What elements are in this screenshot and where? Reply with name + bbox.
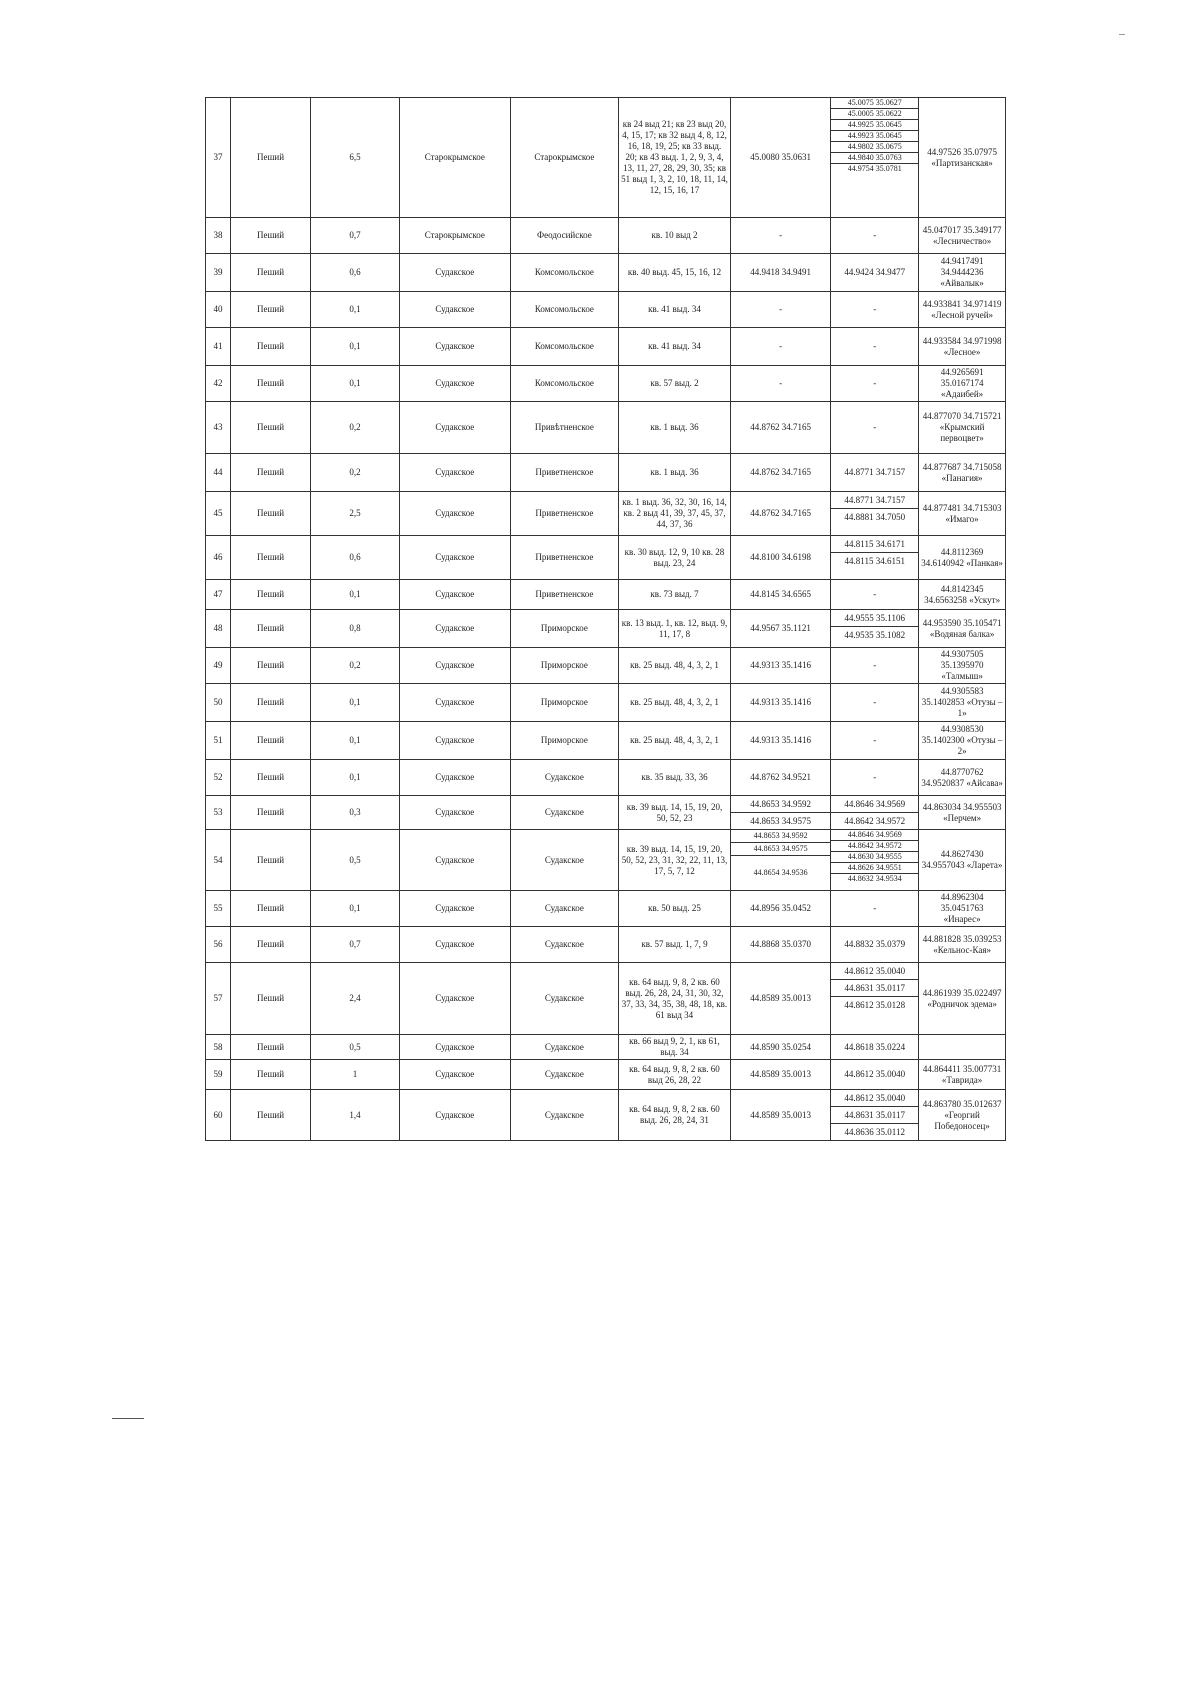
finish-coord: 44.8142345 34.6563258 «Ускут» [919, 580, 1006, 610]
finish-coord: 44.8112369 34.6140942 «Панкая» [919, 536, 1006, 580]
route-point: - [831, 648, 919, 684]
forestry-district: Судакское [399, 1060, 510, 1090]
forestry-district: Судакское [399, 580, 510, 610]
route-point: 44.8642 34.9572 [844, 816, 906, 826]
start-coord: 44.8145 34.6565 [730, 580, 830, 610]
finish-coord: 44.877687 34.715058 «Панагия» [919, 454, 1006, 492]
route-point: - [831, 328, 919, 366]
table-row [206, 292, 1006, 328]
municipality: Привѣтненское [510, 402, 618, 454]
trail-type: Пеший [231, 218, 311, 254]
trail-type: Пеший [231, 927, 311, 963]
row-number: 48 [206, 610, 231, 648]
route-points [831, 610, 919, 648]
finish-coord: 44.863780 35.012637 «Георгий Победоносец» [919, 1090, 1006, 1141]
start-coords [730, 796, 830, 830]
row-number: 56 [206, 927, 231, 963]
trail-type: Пеший [231, 454, 311, 492]
finish-coord: 44.877481 34.715303 «Имаго» [919, 492, 1006, 536]
municipality: Комсомольское [510, 292, 618, 328]
start-coord: 44.8956 35.0452 [730, 891, 830, 927]
forest-location: кв. 40 выд. 45, 15, 16, 12 [619, 254, 731, 292]
forest-location: кв 24 выд 21; кв 23 выд 20, 4, 15, 17; кв 32 выд 4, 8, 12, 16, 18, 19, 25; кв 33 выд. 20; кв 43 выд. 1, 2, 9, 3, 4, 13, 11, 27, 28, 29, 30, 35; кв 51 выд 1, 3, 2, 10, 18, 11, 14, 12, 15, 16, 17 [619, 98, 731, 218]
start-coord: - [730, 366, 830, 402]
trail-length: 0,1 [310, 891, 399, 927]
municipality: Судакское [510, 1060, 618, 1090]
start-coord: 44.8654 34.9536 [753, 868, 808, 877]
municipality: Судакское [510, 891, 618, 927]
row-number: 37 [206, 98, 231, 218]
finish-coord: 44.9308530 35.1402300 «Отузы – 2» [919, 722, 1006, 760]
municipality: Судакское [510, 1090, 618, 1141]
finish-coord: 44.863034 34.955503 «Перчем» [919, 796, 1006, 830]
row-number: 41 [206, 328, 231, 366]
route-point: - [831, 402, 919, 454]
route-point: - [831, 760, 919, 796]
municipality: Приморское [510, 684, 618, 722]
trail-length: 0,1 [310, 328, 399, 366]
municipality: Приморское [510, 610, 618, 648]
route-point: 44.9555 35.1106 [831, 610, 918, 627]
route-point: 44.8771 34.7157 [831, 454, 919, 492]
route-point: 44.8612 35.0040 [831, 1060, 919, 1090]
forestry-district: Судакское [399, 292, 510, 328]
table-row [206, 963, 1006, 1035]
row-number: 44 [206, 454, 231, 492]
table-body [206, 98, 1006, 1141]
trail-type: Пеший [231, 1035, 311, 1060]
forest-location: кв. 66 выд 9, 2, 1, кв 61, выд. 34 [619, 1035, 731, 1060]
municipality: Судакское [510, 830, 618, 891]
forestry-district: Судакское [399, 830, 510, 891]
forest-location: кв. 73 выд. 7 [619, 580, 731, 610]
forest-location: кв. 39 выд. 14, 15, 19, 20, 50, 52, 23 [619, 796, 731, 830]
route-point: 44.8771 34.7157 [831, 492, 918, 509]
finish-coord: 44.864411 35.007731 «Таврида» [919, 1060, 1006, 1090]
row-number: 47 [206, 580, 231, 610]
route-point: 44.9802 35.0675 [831, 142, 918, 153]
forestry-district: Судакское [399, 963, 510, 1035]
forestry-district: Судакское [399, 648, 510, 684]
route-point: - [831, 891, 919, 927]
scan-mark [1119, 34, 1125, 35]
forest-location: кв. 1 выд. 36 [619, 402, 731, 454]
row-number: 54 [206, 830, 231, 891]
municipality: Судакское [510, 927, 618, 963]
row-number: 49 [206, 648, 231, 684]
trail-type: Пеший [231, 1090, 311, 1141]
municipality: Комсомольское [510, 366, 618, 402]
route-point: - [831, 218, 919, 254]
finish-coord: 44.8962304 35.0451763 «Инарес» [919, 891, 1006, 927]
route-point: 44.8115 34.6151 [844, 556, 905, 566]
route-point: 44.9424 34.9477 [831, 254, 919, 292]
table-row [206, 580, 1006, 610]
start-coord: 44.8589 35.0013 [730, 1060, 830, 1090]
table-row [206, 648, 1006, 684]
route-point: 44.8618 35.0224 [831, 1035, 919, 1060]
forestry-district: Судакское [399, 891, 510, 927]
row-number: 53 [206, 796, 231, 830]
table-row [206, 796, 1006, 830]
start-coord: 44.8653 34.9592 [731, 796, 830, 813]
forestry-district: Старокрымское [399, 98, 510, 218]
trail-length: 0,1 [310, 760, 399, 796]
forest-location: кв. 41 выд. 34 [619, 328, 731, 366]
trail-length: 0,7 [310, 218, 399, 254]
start-coord: 44.9418 34.9491 [730, 254, 830, 292]
municipality: Приветненское [510, 492, 618, 536]
start-coord: 44.8762 34.7165 [730, 402, 830, 454]
forestry-district: Судакское [399, 1090, 510, 1141]
finish-coord: 44.97526 35.07975 «Партизанская» [919, 98, 1006, 218]
route-points [831, 963, 919, 1035]
table-row [206, 328, 1006, 366]
forestry-district: Судакское [399, 796, 510, 830]
forestry-district: Судакское [399, 492, 510, 536]
start-coord: - [730, 292, 830, 328]
start-coord: 44.9313 35.1416 [730, 648, 830, 684]
start-coord: 44.8762 34.7165 [730, 492, 830, 536]
start-coord: 44.8589 35.0013 [730, 1090, 830, 1141]
table-row [206, 891, 1006, 927]
trail-length: 0,6 [310, 254, 399, 292]
table-row [206, 610, 1006, 648]
route-point: 44.8612 35.0040 [831, 963, 918, 980]
table-row [206, 927, 1006, 963]
trail-length: 0,2 [310, 454, 399, 492]
trail-type: Пеший [231, 292, 311, 328]
table-row [206, 98, 1006, 218]
forestry-district: Судакское [399, 366, 510, 402]
table-row [206, 1035, 1006, 1060]
table-row [206, 722, 1006, 760]
trail-table [205, 97, 1006, 1141]
finish-coord: 44.8770762 34.9520837 «Айсава» [919, 760, 1006, 796]
route-point: 44.8632 34.9534 [847, 874, 902, 883]
trail-length: 0,1 [310, 684, 399, 722]
row-number: 58 [206, 1035, 231, 1060]
start-coord: 44.9313 35.1416 [730, 722, 830, 760]
trail-length: 0,5 [310, 1035, 399, 1060]
finish-coord: 44.933841 34.971419 «Лесной ручей» [919, 292, 1006, 328]
trail-length: 0,3 [310, 796, 399, 830]
trail-length: 0,1 [310, 292, 399, 328]
trail-type: Пеший [231, 891, 311, 927]
municipality: Судакское [510, 760, 618, 796]
forestry-district: Судакское [399, 402, 510, 454]
forest-location: кв. 1 выд. 36, 32, 30, 16, 14, кв. 2 выд 41, 39, 37, 45, 37, 44, 37, 36 [619, 492, 731, 536]
trail-type: Пеший [231, 366, 311, 402]
municipality: Судакское [510, 796, 618, 830]
forest-location: кв. 25 выд. 48, 4, 3, 2, 1 [619, 684, 731, 722]
start-coord: 44.8868 35.0370 [730, 927, 830, 963]
start-coord: 44.8762 34.9521 [730, 760, 830, 796]
route-points [831, 1090, 919, 1141]
forest-location: кв. 57 выд. 2 [619, 366, 731, 402]
route-point: 44.8612 35.0128 [844, 1000, 906, 1010]
table-row [206, 366, 1006, 402]
forest-location: кв. 41 выд. 34 [619, 292, 731, 328]
finish-coord [919, 1035, 1006, 1060]
forest-location: кв. 25 выд. 48, 4, 3, 2, 1 [619, 648, 731, 684]
trail-type: Пеший [231, 722, 311, 760]
table-row [206, 402, 1006, 454]
route-point: 44.9840 35.0763 [831, 153, 918, 164]
finish-coord: 44.9307505 35.1395970 «Талмыш» [919, 648, 1006, 684]
start-coord: 44.8653 34.9592 [731, 830, 830, 843]
trail-length: 2,4 [310, 963, 399, 1035]
row-number: 39 [206, 254, 231, 292]
start-coord: 44.8590 35.0254 [730, 1035, 830, 1060]
route-point: 44.8642 34.9572 [831, 841, 918, 852]
finish-coord: 44.877070 34.715721 «Крымский первоцвет» [919, 402, 1006, 454]
trail-type: Пеший [231, 760, 311, 796]
row-number: 51 [206, 722, 231, 760]
forestry-district: Судакское [399, 328, 510, 366]
trail-length: 1 [310, 1060, 399, 1090]
trail-length: 0,6 [310, 536, 399, 580]
trail-type: Пеший [231, 98, 311, 218]
trail-length: 0,2 [310, 648, 399, 684]
row-number: 43 [206, 402, 231, 454]
route-point: 44.8832 35.0379 [831, 927, 919, 963]
municipality: Старокрымское [510, 98, 618, 218]
trail-type: Пеший [231, 328, 311, 366]
forestry-district: Судакское [399, 684, 510, 722]
forestry-district: Судакское [399, 254, 510, 292]
forest-location: кв. 64 выд. 9, 8, 2 кв. 60 выд 26, 28, 22 [619, 1060, 731, 1090]
municipality: Судакское [510, 1035, 618, 1060]
trail-length: 0,2 [310, 402, 399, 454]
municipality: Комсомольское [510, 254, 618, 292]
route-point: 44.8646 34.9569 [831, 796, 918, 813]
municipality: Приветненское [510, 454, 618, 492]
forest-location: кв. 25 выд. 48, 4, 3, 2, 1 [619, 722, 731, 760]
finish-coord: 44.9305583 35.1402853 «Отузы – 1» [919, 684, 1006, 722]
forest-location: кв. 30 выд. 12, 9, 10 кв. 28 выд. 23, 24 [619, 536, 731, 580]
route-point: 45.0005 35.0622 [831, 109, 918, 120]
start-coord: 44.8100 34.6198 [730, 536, 830, 580]
table-row [206, 492, 1006, 536]
forest-location: кв. 1 выд. 36 [619, 454, 731, 492]
route-point: 44.9535 35.1082 [844, 630, 906, 640]
table-row [206, 760, 1006, 796]
forestry-district: Судакское [399, 610, 510, 648]
trail-type: Пеший [231, 610, 311, 648]
route-point: - [831, 722, 919, 760]
start-coord: 44.8653 34.9575 [731, 843, 830, 856]
start-coord: 44.8589 35.0013 [730, 963, 830, 1035]
trail-length: 6,5 [310, 98, 399, 218]
forest-location: кв. 57 выд. 1, 7, 9 [619, 927, 731, 963]
finish-coord: 44.881828 35.039253 «Кельнос-Кая» [919, 927, 1006, 963]
row-number: 52 [206, 760, 231, 796]
forestry-district: Судакское [399, 454, 510, 492]
row-number: 40 [206, 292, 231, 328]
start-coord: 44.9313 35.1416 [730, 684, 830, 722]
finish-coord: 44.933584 34.971998 «Лесное» [919, 328, 1006, 366]
route-point: 44.8881 34.7050 [844, 512, 906, 522]
table-row [206, 536, 1006, 580]
row-number: 42 [206, 366, 231, 402]
trail-length: 0,7 [310, 927, 399, 963]
forest-location: кв. 64 выд. 9, 8, 2 кв. 60 выд. 26, 28, 24, 31, 30, 32, 37, 33, 34, 35, 38, 48, 18, кв. 61 выд 34 [619, 963, 731, 1035]
trail-type: Пеший [231, 492, 311, 536]
route-point: 44.8115 34.6171 [831, 536, 918, 553]
finish-coord: 45.047017 35.349177 «Лесничество» [919, 218, 1006, 254]
table-row [206, 254, 1006, 292]
start-coord: 45.0080 35.0631 [730, 98, 830, 218]
route-point: 44.8630 34.9555 [831, 852, 918, 863]
start-coord: 44.8653 34.9575 [750, 816, 811, 826]
forest-location: кв. 50 выд. 25 [619, 891, 731, 927]
table-row [206, 218, 1006, 254]
municipality: Приморское [510, 722, 618, 760]
forestry-district: Судакское [399, 536, 510, 580]
row-number: 45 [206, 492, 231, 536]
trail-length: 1,4 [310, 1090, 399, 1141]
trail-length: 2,5 [310, 492, 399, 536]
start-coord: 44.8762 34.7165 [730, 454, 830, 492]
route-point: 44.9925 35.0645 [831, 120, 918, 131]
start-coords [730, 830, 830, 891]
municipality: Комсомольское [510, 328, 618, 366]
table-row [206, 454, 1006, 492]
municipality: Приветненское [510, 536, 618, 580]
route-point: 45.0075 35.0627 [831, 98, 918, 109]
route-points [831, 830, 919, 891]
route-point: 44.8631 35.0117 [831, 980, 918, 997]
trail-length: 0,1 [310, 722, 399, 760]
finish-coord: 44.861939 35.022497 «Родничок эдема» [919, 963, 1006, 1035]
row-number: 38 [206, 218, 231, 254]
finish-coord: 44.953590 35.105471 «Водяная балка» [919, 610, 1006, 648]
trail-length: 0,1 [310, 580, 399, 610]
trail-type: Пеший [231, 1060, 311, 1090]
row-number: 55 [206, 891, 231, 927]
table-row [206, 830, 1006, 891]
trail-type: Пеший [231, 963, 311, 1035]
trail-type: Пеший [231, 536, 311, 580]
route-point: 44.8636 35.0112 [844, 1127, 905, 1137]
route-point: - [831, 366, 919, 402]
trail-length: 0,5 [310, 830, 399, 891]
route-point: - [831, 580, 919, 610]
forestry-district: Судакское [399, 1035, 510, 1060]
table-row [206, 1090, 1006, 1141]
trail-length: 0,1 [310, 366, 399, 402]
start-coord: - [730, 218, 830, 254]
route-point: - [831, 292, 919, 328]
route-points [831, 492, 919, 536]
route-point: 44.8646 34.9569 [831, 830, 918, 841]
forest-location: кв. 10 выд 2 [619, 218, 731, 254]
route-point: 44.9923 35.0645 [831, 131, 918, 142]
forestry-district: Судакское [399, 760, 510, 796]
route-point: 44.8631 35.0117 [831, 1107, 918, 1124]
forestry-district: Судакское [399, 927, 510, 963]
row-number: 46 [206, 536, 231, 580]
forest-location: кв. 35 выд. 33, 36 [619, 760, 731, 796]
row-number: 59 [206, 1060, 231, 1090]
forest-location: кв. 39 выд. 14, 15, 19, 20, 50, 52, 23, 31, 32, 22, 11, 13, 17, 5, 7, 12 [619, 830, 731, 891]
municipality: Феодосийское [510, 218, 618, 254]
forest-location: кв. 64 выд. 9, 8, 2 кв. 60 выд. 26, 28, 24, 31 [619, 1090, 731, 1141]
trail-type: Пеший [231, 796, 311, 830]
forestry-district: Судакское [399, 722, 510, 760]
forestry-district: Старокрымское [399, 218, 510, 254]
trail-type: Пеший [231, 254, 311, 292]
finish-coord: 44.9265691 35.0167174 «Адаибей» [919, 366, 1006, 402]
start-coord: - [730, 328, 830, 366]
trail-type: Пеший [231, 830, 311, 891]
table-row [206, 1060, 1006, 1090]
trail-type: Пеший [231, 580, 311, 610]
trail-type: Пеший [231, 648, 311, 684]
row-number: 57 [206, 963, 231, 1035]
finish-coord: 44.8627430 34.9557043 «Ларета» [919, 830, 1006, 891]
route-points [831, 796, 919, 830]
route-points [831, 536, 919, 580]
trail-length: 0,8 [310, 610, 399, 648]
municipality: Приморское [510, 648, 618, 684]
route-points [831, 98, 919, 218]
finish-coord: 44.9417491 34.9444236 «Айвалык» [919, 254, 1006, 292]
row-number: 60 [206, 1090, 231, 1141]
municipality: Приветненское [510, 580, 618, 610]
trail-type: Пеший [231, 684, 311, 722]
row-number: 50 [206, 684, 231, 722]
forest-location: кв. 13 выд. 1, кв. 12, выд. 9, 11, 17, 8 [619, 610, 731, 648]
trail-table-sheet [205, 97, 1006, 1141]
municipality: Судакское [510, 963, 618, 1035]
page-mark [112, 1418, 144, 1419]
route-point: - [831, 684, 919, 722]
route-point: 44.9754 35.0781 [847, 164, 902, 173]
trail-type: Пеший [231, 402, 311, 454]
route-point: 44.8612 35.0040 [831, 1090, 918, 1107]
route-point: 44.8626 34.9551 [831, 863, 918, 874]
table-row [206, 684, 1006, 722]
start-coord: 44.9567 35.1121 [730, 610, 830, 648]
